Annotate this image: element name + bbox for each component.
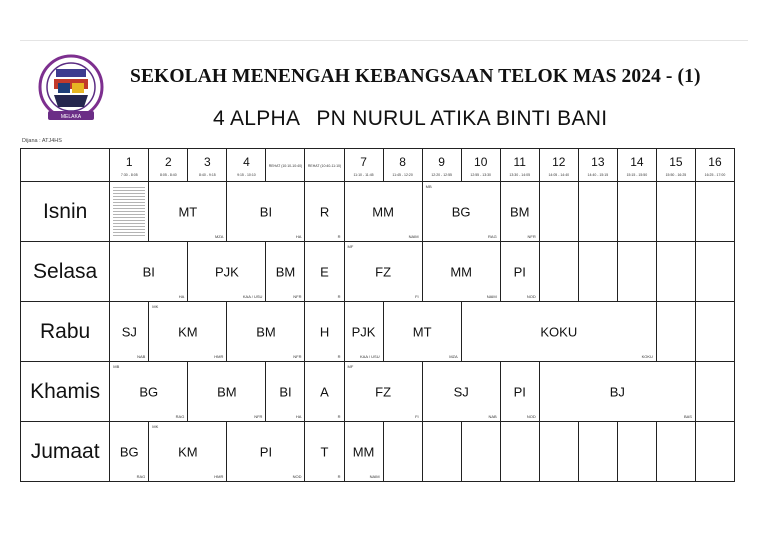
teacher-code: NFR (254, 414, 263, 419)
slot-cell (656, 242, 695, 302)
header-row (21, 149, 735, 182)
slot-cell (539, 242, 578, 302)
period-header (617, 149, 656, 182)
subject-code: BG (451, 204, 471, 219)
period-number: 4 (243, 155, 250, 169)
teacher-code: NFR (527, 234, 536, 239)
subject-code: PJK (351, 324, 376, 339)
subject-code: KM (178, 444, 198, 459)
slot-cell (539, 362, 695, 422)
teacher-code: R (337, 234, 341, 239)
slot-cell (383, 302, 461, 362)
teacher-code: BAS (683, 414, 692, 419)
slot-cell (227, 302, 305, 362)
slot-cell (305, 182, 344, 242)
teacher-code: R (337, 294, 341, 299)
slot-cell (344, 362, 422, 422)
day-label: Selasa (21, 242, 110, 302)
subject-code: SJ (453, 384, 469, 399)
day-row (21, 422, 735, 482)
slot-cell (695, 242, 734, 302)
dense-notes (113, 185, 145, 238)
teacher-code: NAIM (369, 474, 380, 479)
slot-cell (422, 362, 500, 422)
slot-cell (500, 362, 539, 422)
slot-tag: MB (113, 364, 120, 369)
period-time: 8:40 - 9:15 (199, 173, 216, 177)
teacher-code: R (337, 354, 341, 359)
slot-cell (305, 302, 344, 362)
subject-code: MM (450, 264, 472, 279)
subject-code: BG (139, 384, 159, 399)
teacher-code: NFR (293, 294, 302, 299)
slot-cell (110, 242, 188, 302)
period-time: REHAT (10:10-10:40) (268, 163, 303, 168)
class-heading (213, 107, 607, 131)
teacher-code: HA (295, 234, 302, 239)
period-number: 15 (669, 155, 683, 169)
slot-cell (383, 422, 422, 482)
slot-cell (110, 422, 149, 482)
period-header (461, 149, 500, 182)
period-header (305, 149, 344, 182)
period-number: 13 (591, 155, 605, 169)
teacher-code: NAB (137, 354, 146, 359)
teacher-code: FI (415, 294, 419, 299)
period-time: 11:45 - 12:20 (392, 173, 413, 177)
subject-code: KM (178, 324, 198, 339)
top-divider (20, 40, 748, 41)
slot-cell (695, 302, 734, 362)
teacher-code: HA (295, 414, 302, 419)
generated-note: Dijana : ATJ4HS (22, 138, 62, 144)
teacher-code: HMR (214, 354, 224, 359)
slot-cell (656, 422, 695, 482)
period-number: 12 (552, 155, 566, 169)
subject-code: MM (372, 204, 394, 219)
slot-cell (110, 302, 149, 362)
teacher-code: KAA / USU (242, 294, 263, 299)
slot-cell (617, 242, 656, 302)
class-teacher: PN NURUL ATIKA BINTI BANI (316, 107, 608, 130)
slot-cell (188, 362, 266, 422)
slot-cell (578, 182, 617, 242)
slot-cell (149, 422, 227, 482)
day-row (21, 362, 735, 422)
period-time: 16:25 - 17:00 (704, 173, 726, 177)
teacher-code: NOD (526, 414, 536, 419)
teacher-code: RAG (488, 234, 497, 239)
slot-cell (227, 422, 305, 482)
teacher-code: NOD (526, 294, 536, 299)
slot-tag: MF (347, 244, 354, 249)
subject-code: MT (412, 324, 432, 339)
slot-cell (110, 182, 149, 242)
timetable (20, 148, 735, 482)
subject-code: BI (259, 204, 273, 219)
period-header (110, 149, 149, 182)
slot-cell (149, 302, 227, 362)
period-header (266, 149, 305, 182)
school-title: SEKOLAH MENENGAH KEBANGSAAN TELOK MAS 2024 - (1) (130, 66, 701, 87)
period-time: 11:10 - 11:45 (353, 173, 374, 177)
period-number: 10 (474, 155, 488, 169)
slot-cell (305, 362, 344, 422)
period-header (578, 149, 617, 182)
period-header (656, 149, 695, 182)
subject-code: FZ (375, 384, 392, 399)
day-label: Isnin (21, 182, 110, 242)
teacher-code: RAG (175, 414, 185, 419)
period-time: 13:30 - 14:05 (509, 173, 531, 177)
slot-cell (266, 242, 305, 302)
slot-cell (656, 302, 695, 362)
slot-cell (539, 422, 578, 482)
period-time: 15:50 - 16:25 (665, 173, 687, 177)
teacher-code: NOD (292, 474, 302, 479)
subject-code: BI (279, 384, 292, 399)
day-label: Khamis (21, 362, 110, 422)
slot-cell (344, 302, 383, 362)
slot-cell (500, 422, 539, 482)
slot-cell (695, 422, 734, 482)
teacher-code: R (337, 414, 341, 419)
subject-code: BM (275, 264, 296, 279)
teacher-code: NAIM (408, 234, 419, 239)
teacher-code: KAA / USU (360, 354, 380, 359)
period-number: 8 (399, 155, 406, 169)
slot-cell (110, 362, 188, 422)
subject-code: SJ (121, 324, 137, 339)
svg-text:MELAKA: MELAKA (60, 114, 82, 120)
subject-code: T (320, 444, 329, 459)
slot-cell (422, 242, 500, 302)
slot-cell (656, 182, 695, 242)
slot-cell (344, 422, 383, 482)
day-row (21, 302, 735, 362)
slot-cell (500, 242, 539, 302)
subject-code: BM (509, 204, 530, 219)
period-header (695, 149, 734, 182)
slot-cell (422, 182, 500, 242)
slot-cell (578, 242, 617, 302)
teacher-code: HMR (214, 474, 224, 479)
period-number: 7 (360, 155, 367, 169)
teacher-code: FI (415, 414, 419, 419)
period-header (149, 149, 188, 182)
subject-code: BG (119, 444, 139, 459)
period-header (188, 149, 227, 182)
subject-code: R (319, 204, 330, 219)
slot-cell (305, 242, 344, 302)
subject-code: PI (513, 264, 526, 279)
teacher-code: MZA (214, 234, 224, 239)
slot-cell (617, 422, 656, 482)
subject-code: BI (142, 264, 155, 279)
teacher-code: RAG (136, 474, 146, 479)
period-time: 15:15 - 15:50 (626, 173, 648, 177)
subject-code: MT (178, 204, 198, 219)
subject-code: MM (352, 444, 375, 459)
teacher-code: MZA (449, 354, 458, 359)
day-label: Jumaat (21, 422, 110, 482)
subject-code: FZ (375, 264, 392, 279)
period-time: REHAT (10:40-11:10) (307, 163, 342, 168)
period-time: 12:20 - 12:55 (431, 173, 452, 177)
period-header (422, 149, 461, 182)
period-time: 14:05 - 14:40 (548, 173, 570, 177)
period-number: 3 (204, 155, 211, 169)
teacher-code: NAB (488, 414, 497, 419)
period-header (344, 149, 383, 182)
period-time: 14:40 - 15:15 (587, 173, 609, 177)
period-number: 2 (164, 155, 172, 169)
period-number: 16 (708, 155, 722, 169)
slot-cell (344, 182, 422, 242)
teacher-code: HA (178, 294, 185, 299)
period-header (539, 149, 578, 182)
teacher-code: NAIM (486, 294, 497, 299)
period-time: 9:15 - 10:10 (237, 173, 256, 177)
subject-code: E (320, 264, 329, 279)
slot-cell (461, 302, 656, 362)
subject-code: PI (513, 384, 526, 399)
slot-cell (266, 362, 305, 422)
period-header (227, 149, 266, 182)
slot-cell (695, 362, 734, 422)
subject-code: H (319, 324, 330, 339)
corner-cell (21, 149, 110, 182)
slot-cell (227, 182, 305, 242)
slot-cell (188, 242, 266, 302)
subject-code: PI (259, 444, 273, 459)
teacher-code: NFR (293, 354, 302, 359)
slot-tag: MK (152, 304, 159, 309)
slot-cell (539, 182, 578, 242)
subject-code: BM (256, 324, 276, 339)
period-number: 1 (125, 155, 133, 169)
day-label: Rabu (21, 302, 110, 362)
slot-cell (422, 422, 461, 482)
class-name: 4 ALPHA (213, 107, 301, 130)
slot-cell (461, 422, 500, 482)
teacher-code: KOKU (641, 354, 653, 359)
period-header (383, 149, 422, 182)
period-header (500, 149, 539, 182)
subject-code: BM (217, 384, 237, 399)
period-number: 11 (513, 155, 526, 169)
period-number: 14 (630, 155, 644, 169)
subject-code: PJK (214, 264, 239, 279)
slot-cell (617, 182, 656, 242)
period-time: 12:55 - 13:30 (470, 173, 492, 177)
slot-cell (578, 422, 617, 482)
slot-cell (695, 182, 734, 242)
period-time: 8:05 - 8:40 (159, 173, 177, 177)
slot-tag: MB (425, 184, 432, 189)
day-row (21, 242, 735, 302)
slot-cell (500, 182, 539, 242)
slot-tag: MK (152, 424, 159, 429)
subject-code: KOKU (540, 324, 578, 339)
period-time: 7:30 - 8:05 (120, 173, 138, 177)
period-number: 9 (438, 155, 445, 169)
school-crest-logo (36, 53, 106, 125)
subject-code: A (320, 384, 329, 399)
slot-cell (344, 242, 422, 302)
subject-code: BJ (609, 384, 625, 399)
slot-cell (149, 182, 227, 242)
slot-cell (305, 422, 344, 482)
slot-tag: MF (347, 364, 354, 369)
day-row (21, 182, 735, 242)
teacher-code: R (337, 474, 341, 479)
